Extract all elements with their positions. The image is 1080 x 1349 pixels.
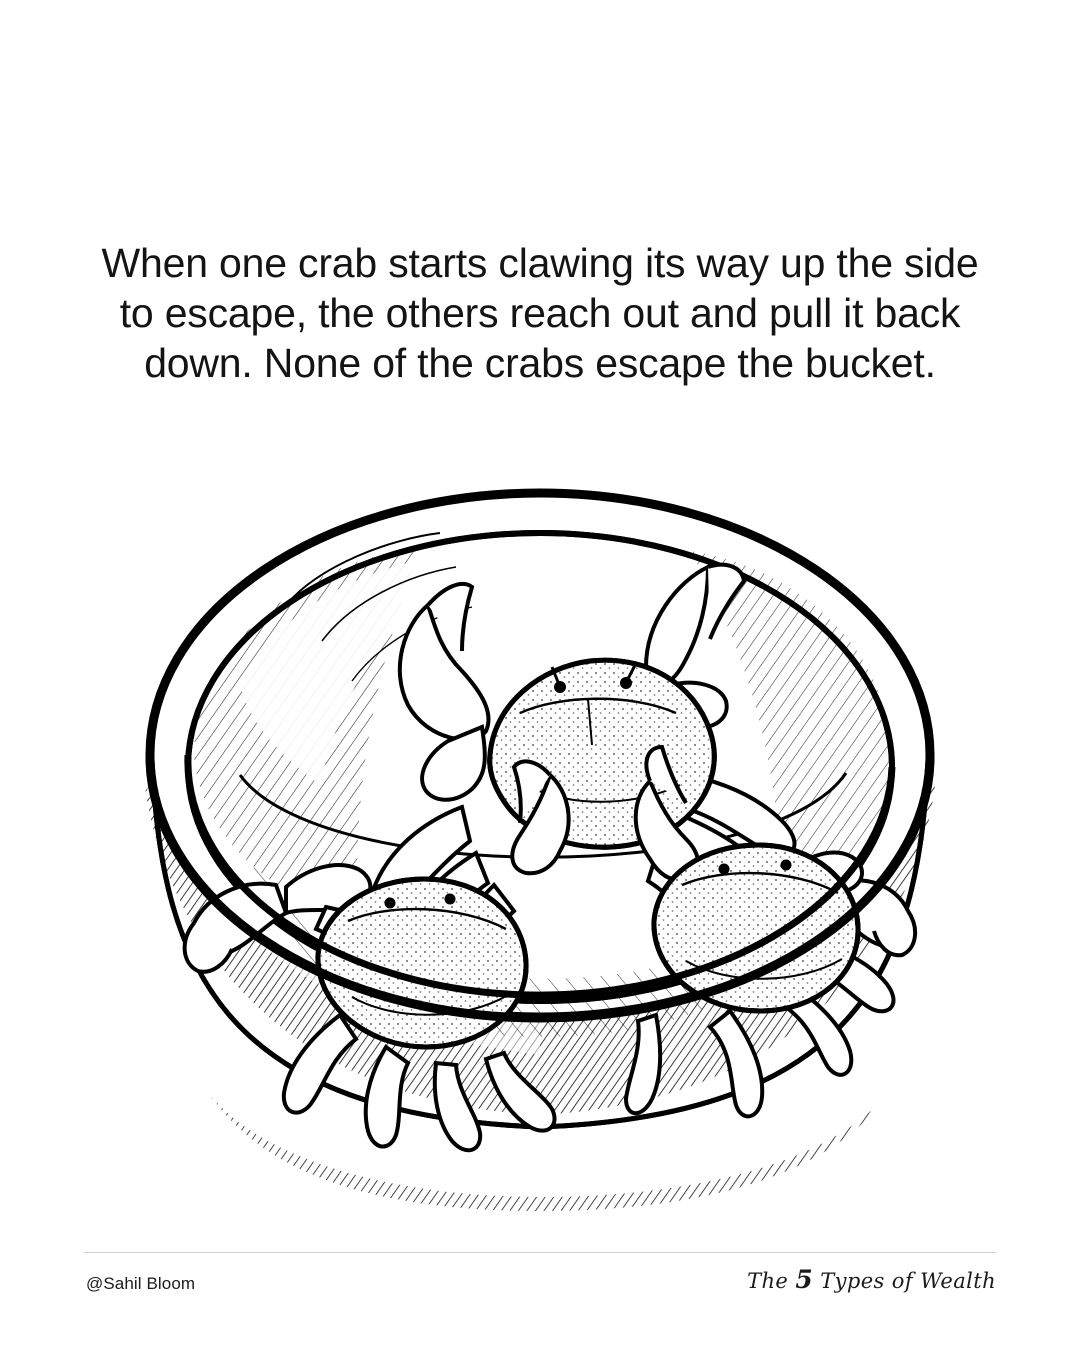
caption-line-3: down. None of the crabs escape the bucket. bbox=[144, 340, 936, 387]
caption-text bbox=[96, 238, 984, 388]
footer-divider bbox=[84, 1252, 996, 1253]
caption-line-2: to escape, the others reach out and pull it back bbox=[119, 290, 961, 337]
crabs-in-a-bucket-illustration bbox=[90, 455, 990, 1215]
brand-prefix: The bbox=[747, 1269, 796, 1293]
caption-line-1: When one crab starts clawing its way up the side bbox=[101, 240, 979, 286]
brand-number: 5 bbox=[795, 1265, 814, 1294]
brand-wordmark bbox=[747, 1265, 996, 1294]
brand-suffix: Types of Wealth bbox=[813, 1269, 996, 1293]
author-handle: @Sahil Bloom bbox=[86, 1274, 196, 1293]
